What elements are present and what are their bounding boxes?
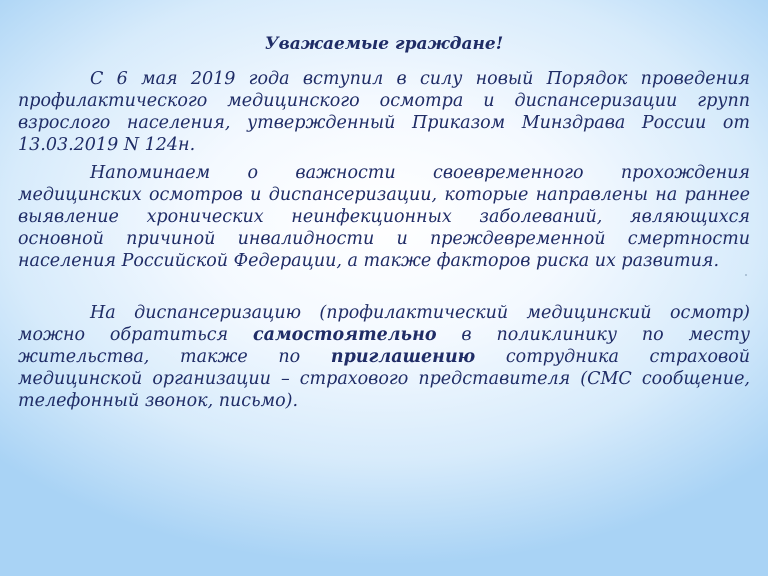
bold-invitation: приглашению	[330, 347, 476, 367]
text-segment: На диспансеризацию (профилактический медицинский осмотр) можно обратиться	[18, 303, 750, 345]
page-title: Уважаемые граждане!	[264, 34, 504, 54]
text-segment: сотрудника страховой медицинской организации – страхового представителя (СМС сообщение, телефонный звонок, письмо).	[18, 347, 750, 411]
paragraph-importance: Напоминаем о важности своевременного прохождения медицинских осмотров и диспансеризации, которые направлены на раннее выявление хронических неинфекционных заболеваний, являющихся основной причиной инвалидности и преждевременной смертности населения Российской Федерации, а также факторов риска их развития.	[18, 163, 750, 271]
slide-content	[18, 34, 750, 418]
paragraph-order-info: С 6 мая 2019 года вступил в силу новый Порядок проведения профилактического медицинского осмотра и диспансеризации групп взрослого населения, утвержденный Приказом Минздрава России от 13.03.2019 N 124н.	[18, 69, 750, 155]
paragraph-how-to-apply	[18, 302, 750, 412]
decorative-dot	[745, 274, 747, 276]
bold-self: самостоятельно	[253, 325, 437, 345]
text-segment: в поликлинику по месту жительства, также по	[18, 325, 750, 367]
